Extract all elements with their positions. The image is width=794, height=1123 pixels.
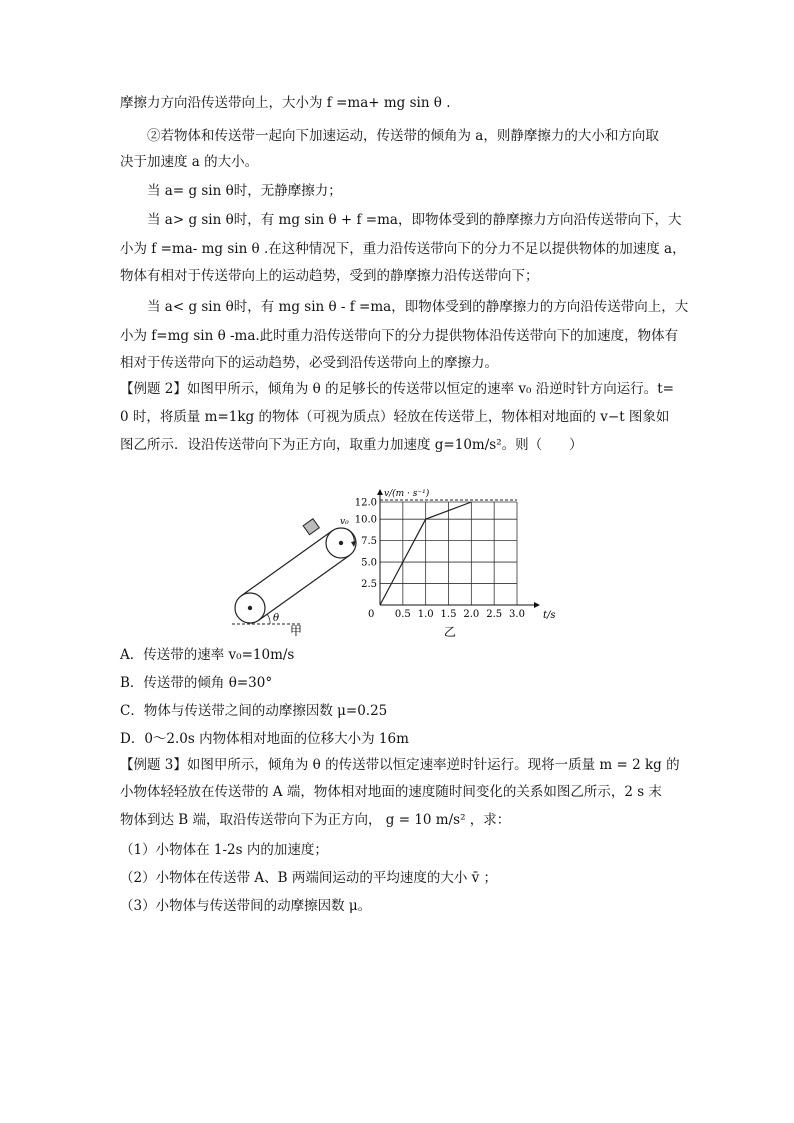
y-tick-label: 2.5 bbox=[361, 579, 377, 591]
text-line: 当 a> g sin θ时，有 mg sin θ + f =ma，即物体受到的静摩擦力方向沿传送带向下，大 bbox=[147, 212, 682, 228]
figure-yi-caption: 乙 bbox=[443, 625, 456, 639]
option-d: D．0～2.0s 内物体相对地面的位移大小为 16m bbox=[120, 731, 409, 747]
text-line: 图乙所示．设沿传送带向下为正方向，取重力加速度 g=10m/s²。则（ ） bbox=[120, 437, 583, 453]
vt-chart bbox=[355, 488, 556, 639]
text-line: 相对于传送带向下的运动趋势，必受到沿传送带向上的摩擦力。 bbox=[120, 355, 498, 371]
y-tick-label: 5.0 bbox=[361, 557, 377, 569]
block bbox=[303, 519, 319, 535]
figure-svg bbox=[230, 488, 560, 640]
option-b: B．传送带的倾角 θ=30° bbox=[120, 675, 273, 691]
y-axis-label: v/(m · s⁻¹) bbox=[384, 489, 430, 499]
chart-grid bbox=[380, 502, 517, 605]
question-3: （3）小物体与传送带间的动摩擦因数 μ。 bbox=[120, 898, 372, 914]
x-tick-labels bbox=[395, 609, 525, 620]
belt-bottom bbox=[259, 555, 350, 620]
x-tick-label: 3.0 bbox=[509, 609, 525, 620]
option-c: C．物体与传送带之间的动摩擦因数 μ=0.25 bbox=[120, 703, 388, 719]
text-line: 决于加速度 a 的大小。 bbox=[120, 154, 259, 170]
angle-arc bbox=[267, 614, 270, 624]
origin-label: 0 bbox=[368, 609, 375, 620]
text-line: 小物体轻轻放在传送带的 A 端，物体相对地面的速度随时间变化的关系如图乙所示，2 s 末 bbox=[120, 784, 662, 800]
text-line: 当 a< g sin θ时，有 mg sin θ - f =ma，即物体受到的静摩擦力的方向沿传送带向上，大 bbox=[147, 299, 689, 315]
x-axis-arrow-icon bbox=[534, 602, 540, 608]
question-2: （2）小物体在传送带 A、B 两端间运动的平均速度的大小 v̄ ； bbox=[120, 870, 498, 886]
text-line: ②若物体和传送带一起向下加速运动，传送带的倾角为 a，则静摩擦力的大小和方向取 bbox=[147, 128, 659, 144]
x-tick-label: 1.0 bbox=[417, 609, 434, 620]
text-line: 物体到达 B 端，取沿传送带向下为正方向， g = 10 m/s² ，求： bbox=[120, 812, 511, 828]
y-axis-arrow-icon bbox=[377, 489, 383, 495]
x-tick-label: 1.5 bbox=[440, 609, 457, 620]
y-tick-label: 10.0 bbox=[354, 514, 377, 526]
x-tick-label: 0.5 bbox=[394, 609, 411, 620]
text-line: 摩擦力方向沿传送带向上，大小为 f =ma+ mg sin θ . bbox=[120, 95, 451, 111]
y-tick-labels bbox=[355, 498, 377, 591]
text-line: 物体有相对于传送带向上的运动趋势，受到的静摩擦力沿传送带向下； bbox=[120, 268, 539, 284]
text-line: 小为 f =ma- mg sin θ .在这种情况下，重力沿传送带向下的分力不足以提供物体的加速度 a， bbox=[120, 241, 686, 257]
text-line: 小为 f=mg sin θ -ma.此时重力沿传送带向下的分力提供物体沿传送带向下的加速度，物体有 bbox=[120, 328, 679, 344]
y-tick-label: 7.5 bbox=[361, 536, 377, 548]
text-line: 当 a= g sin θ时，无静摩擦力； bbox=[147, 183, 342, 199]
bottom-pulley-axle bbox=[248, 606, 252, 610]
example-2-heading: 【例题 2】如图甲所示，倾角为 θ 的足够长的传送带以恒定的速率 v₀ 沿逆时针方向运行。t= bbox=[120, 381, 674, 397]
question-1: （1）小物体在 1-2s 内的加速度； bbox=[120, 842, 328, 858]
belt-top bbox=[241, 531, 332, 596]
x-tick-label: 2.0 bbox=[463, 609, 480, 620]
figure-jia-caption: 甲 bbox=[290, 624, 303, 638]
y-tick-label: 12.0 bbox=[354, 497, 377, 509]
theta-label: θ bbox=[273, 613, 280, 624]
figure-area bbox=[230, 488, 560, 640]
v0-label: v₀ bbox=[340, 517, 349, 527]
option-a: A．传送带的速率 v₀=10m/s bbox=[120, 647, 295, 663]
conveyor-diagram bbox=[232, 517, 356, 638]
top-pulley-axle bbox=[339, 541, 343, 545]
x-axis-label: t/s bbox=[543, 610, 556, 621]
example-3-heading: 【例题 3】如图甲所示，倾角为 θ 的传送带以恒定速率逆时针运行。现将一质量 m = 2 kg 的 bbox=[120, 757, 680, 773]
text-line: 0 时，将质量 m=1kg 的物体（可视为质点）轻放在传送带上，物体相对地面的 v−t 图象如 bbox=[120, 409, 670, 425]
x-tick-label: 2.5 bbox=[486, 609, 503, 620]
